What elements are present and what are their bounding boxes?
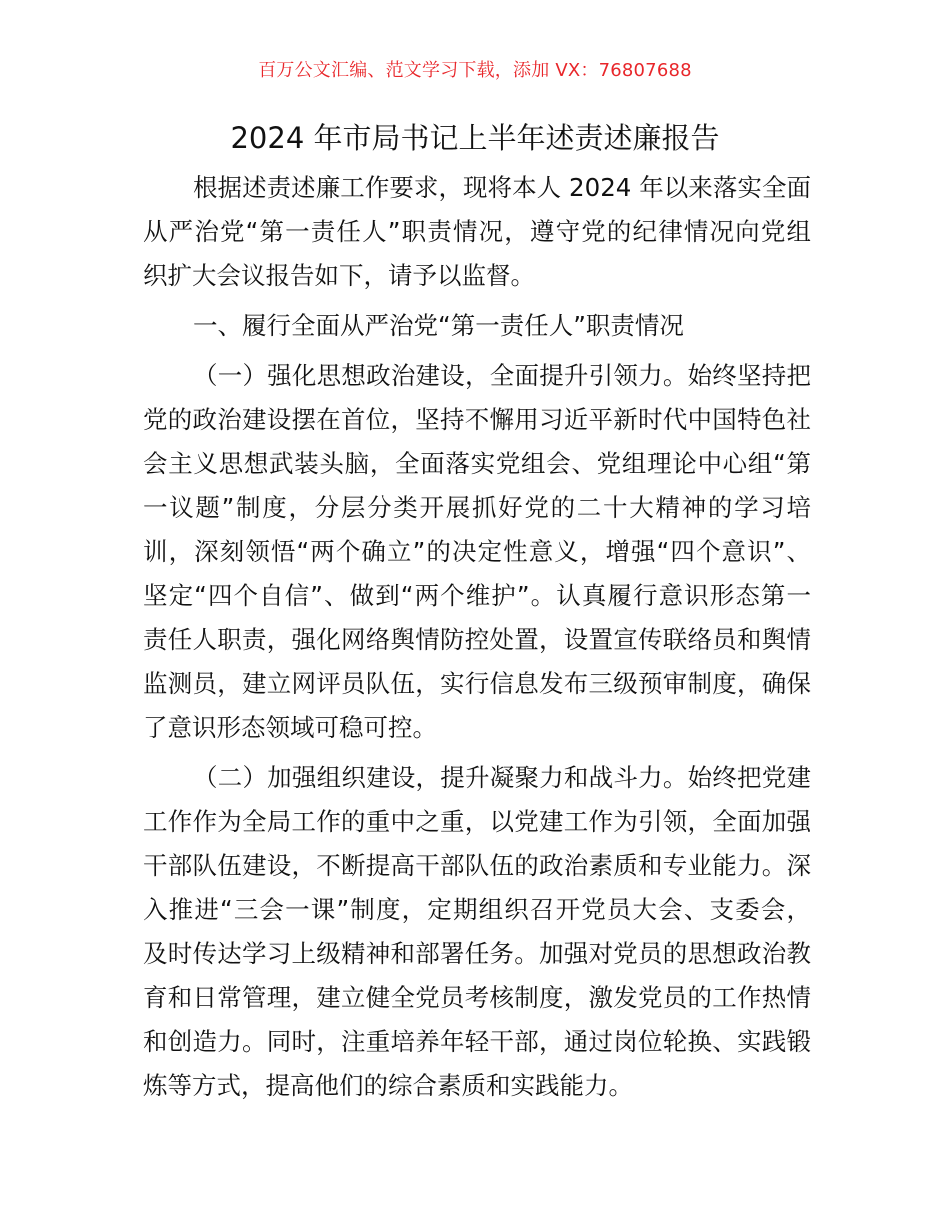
text-line: （一）强化思想政治建设，全面提升引领力。始终坚持把 <box>193 361 811 390</box>
text-line: 训，深刻领悟“两个确立”的决定性意义，增强“四个意识”、 <box>143 537 811 566</box>
section-heading <box>143 304 811 348</box>
text-line: 从严治党“第一责任人”职责情况，遵守党的纪律情况向党组 <box>143 217 811 246</box>
text-line: 了意识形态领域可稳可控。 <box>143 713 437 742</box>
text-line: 一议题”制度，分层分类开展抓好党的二十大精神的学习培 <box>143 493 811 522</box>
text-line: 党的政治建设摆在首位，坚持不懈用习近平新时代中国特色社 <box>143 405 811 434</box>
text-line: 监测员，建立网评员队伍，实行信息发布三级预审制度，确保 <box>143 669 811 698</box>
paragraph <box>143 756 811 1108</box>
text-line: 炼等方式，提高他们的综合素质和实践能力。 <box>143 1071 633 1100</box>
text-line: 干部队伍建设，不断提高干部队伍的政治素质和专业能力。深 <box>143 851 811 880</box>
document-body <box>143 166 811 1108</box>
paragraph <box>143 166 811 298</box>
text-line: 会主义思想武装头脑，全面落实党组会、党组理论中心组“第 <box>143 449 811 478</box>
text-line: 育和日常管理，建立健全党员考核制度，激发党员的工作热情 <box>143 983 811 1012</box>
text-line: 工作作为全局工作的重中之重，以党建工作为引领，全面加强 <box>143 807 811 836</box>
text-line: 坚定“四个自信”、做到“两个维护”。认真履行意识形态第一 <box>143 581 811 610</box>
text-line: 和创造力。同时，注重培养年轻干部，通过岗位轮换、实践锻 <box>143 1027 811 1056</box>
text-line: 根据述责述廉工作要求，现将本人 2024 年以来落实全面 <box>193 173 811 202</box>
document-title: 2024 年市局书记上半年述责述廉报告 <box>230 121 720 155</box>
text-line: 入推进“三会一课”制度，定期组织召开党员大会、支委会， <box>143 895 811 924</box>
text-line: （二）加强组织建设，提升凝聚力和战斗力。始终把党建 <box>193 763 811 792</box>
watermark-header: 百万公文汇编、范文学习下载，添加 VX：76807688 <box>258 60 692 81</box>
text-line: 织扩大会议报告如下，请予以监督。 <box>143 261 535 290</box>
text-line: 及时传达学习上级精神和部署任务。加强对党员的思想政治教 <box>143 939 811 968</box>
text-line: 一、履行全面从严治党“第一责任人”职责情况 <box>193 311 684 340</box>
text-line: 责任人职责，强化网络舆情防控处置，设置宣传联络员和舆情 <box>143 625 811 654</box>
paragraph <box>143 354 811 750</box>
